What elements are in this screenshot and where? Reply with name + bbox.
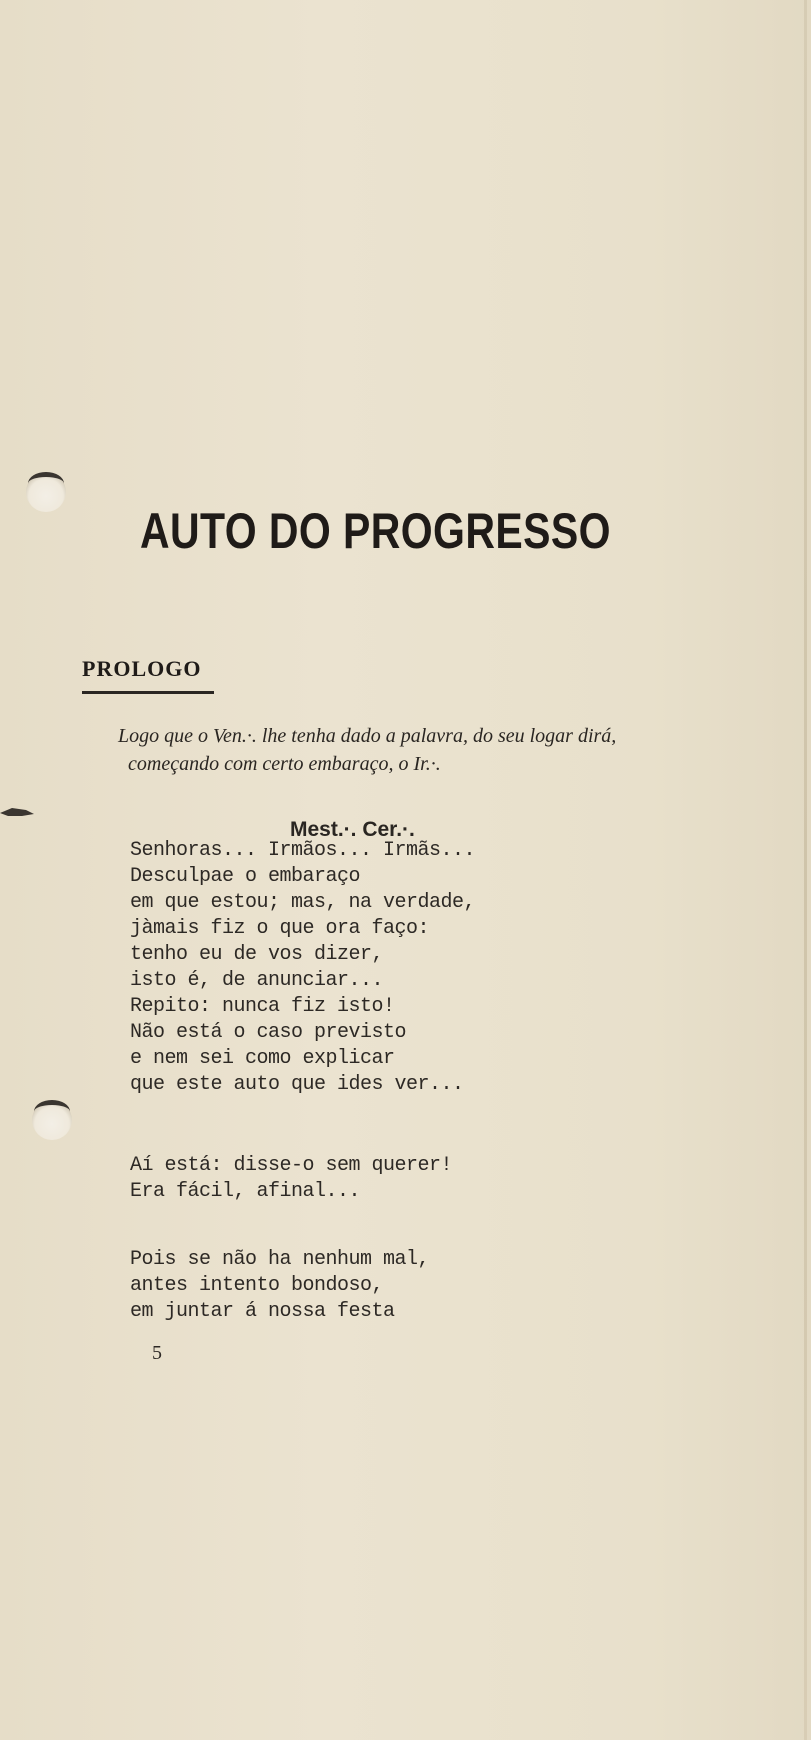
document-title: AUTO DO PROGRESSO bbox=[140, 503, 611, 559]
verse-line: isto é, de anunciar... bbox=[130, 969, 384, 992]
verse-line: e nem sei como explicar bbox=[130, 1047, 395, 1070]
verse-line: Pois se não ha nenhum mal, bbox=[130, 1248, 430, 1271]
verse-line: que este auto que ides ver... bbox=[130, 1073, 464, 1096]
verse-line: Era fácil, afinal... bbox=[130, 1180, 361, 1203]
heading-underline bbox=[82, 691, 214, 694]
page-number: 5 bbox=[152, 1342, 162, 1364]
verse-line: em juntar á nossa festa bbox=[130, 1300, 395, 1323]
verse-line: Aí está: disse-o sem querer! bbox=[130, 1154, 453, 1177]
verse-line: Desculpae o embaraço bbox=[130, 865, 361, 888]
page-edge bbox=[804, 0, 807, 1740]
verse-line: em que estou; mas, na verdade, bbox=[130, 891, 476, 914]
verse-line: jàmais fiz o que ora faço: bbox=[130, 917, 430, 940]
verse-line: Senhoras... Irmãos... Irmãs... bbox=[130, 839, 476, 862]
paper-clip-mark-icon bbox=[0, 806, 34, 818]
verse-line: antes intento bondoso, bbox=[130, 1274, 384, 1297]
punch-hole-icon bbox=[32, 1100, 72, 1140]
verse-stanza bbox=[130, 838, 475, 1098]
stage-direction: Logo que o Ven.·. lhe tenha dado a palavra, do seu logar dirá, começando com certo embaraço, o Ir.·. bbox=[118, 725, 617, 775]
verse-line: tenho eu de vos dizer, bbox=[130, 943, 384, 966]
verse-stanza bbox=[130, 1153, 452, 1205]
verse-line: Não está o caso previsto bbox=[130, 1021, 407, 1044]
section-heading: PROLOGO bbox=[82, 656, 202, 681]
speaker-name: Mest.·. Cer.·. bbox=[290, 818, 415, 841]
verse-line: Repito: nunca fiz isto! bbox=[130, 995, 395, 1018]
punch-hole-icon bbox=[26, 472, 66, 512]
verse-stanza bbox=[130, 1247, 429, 1325]
